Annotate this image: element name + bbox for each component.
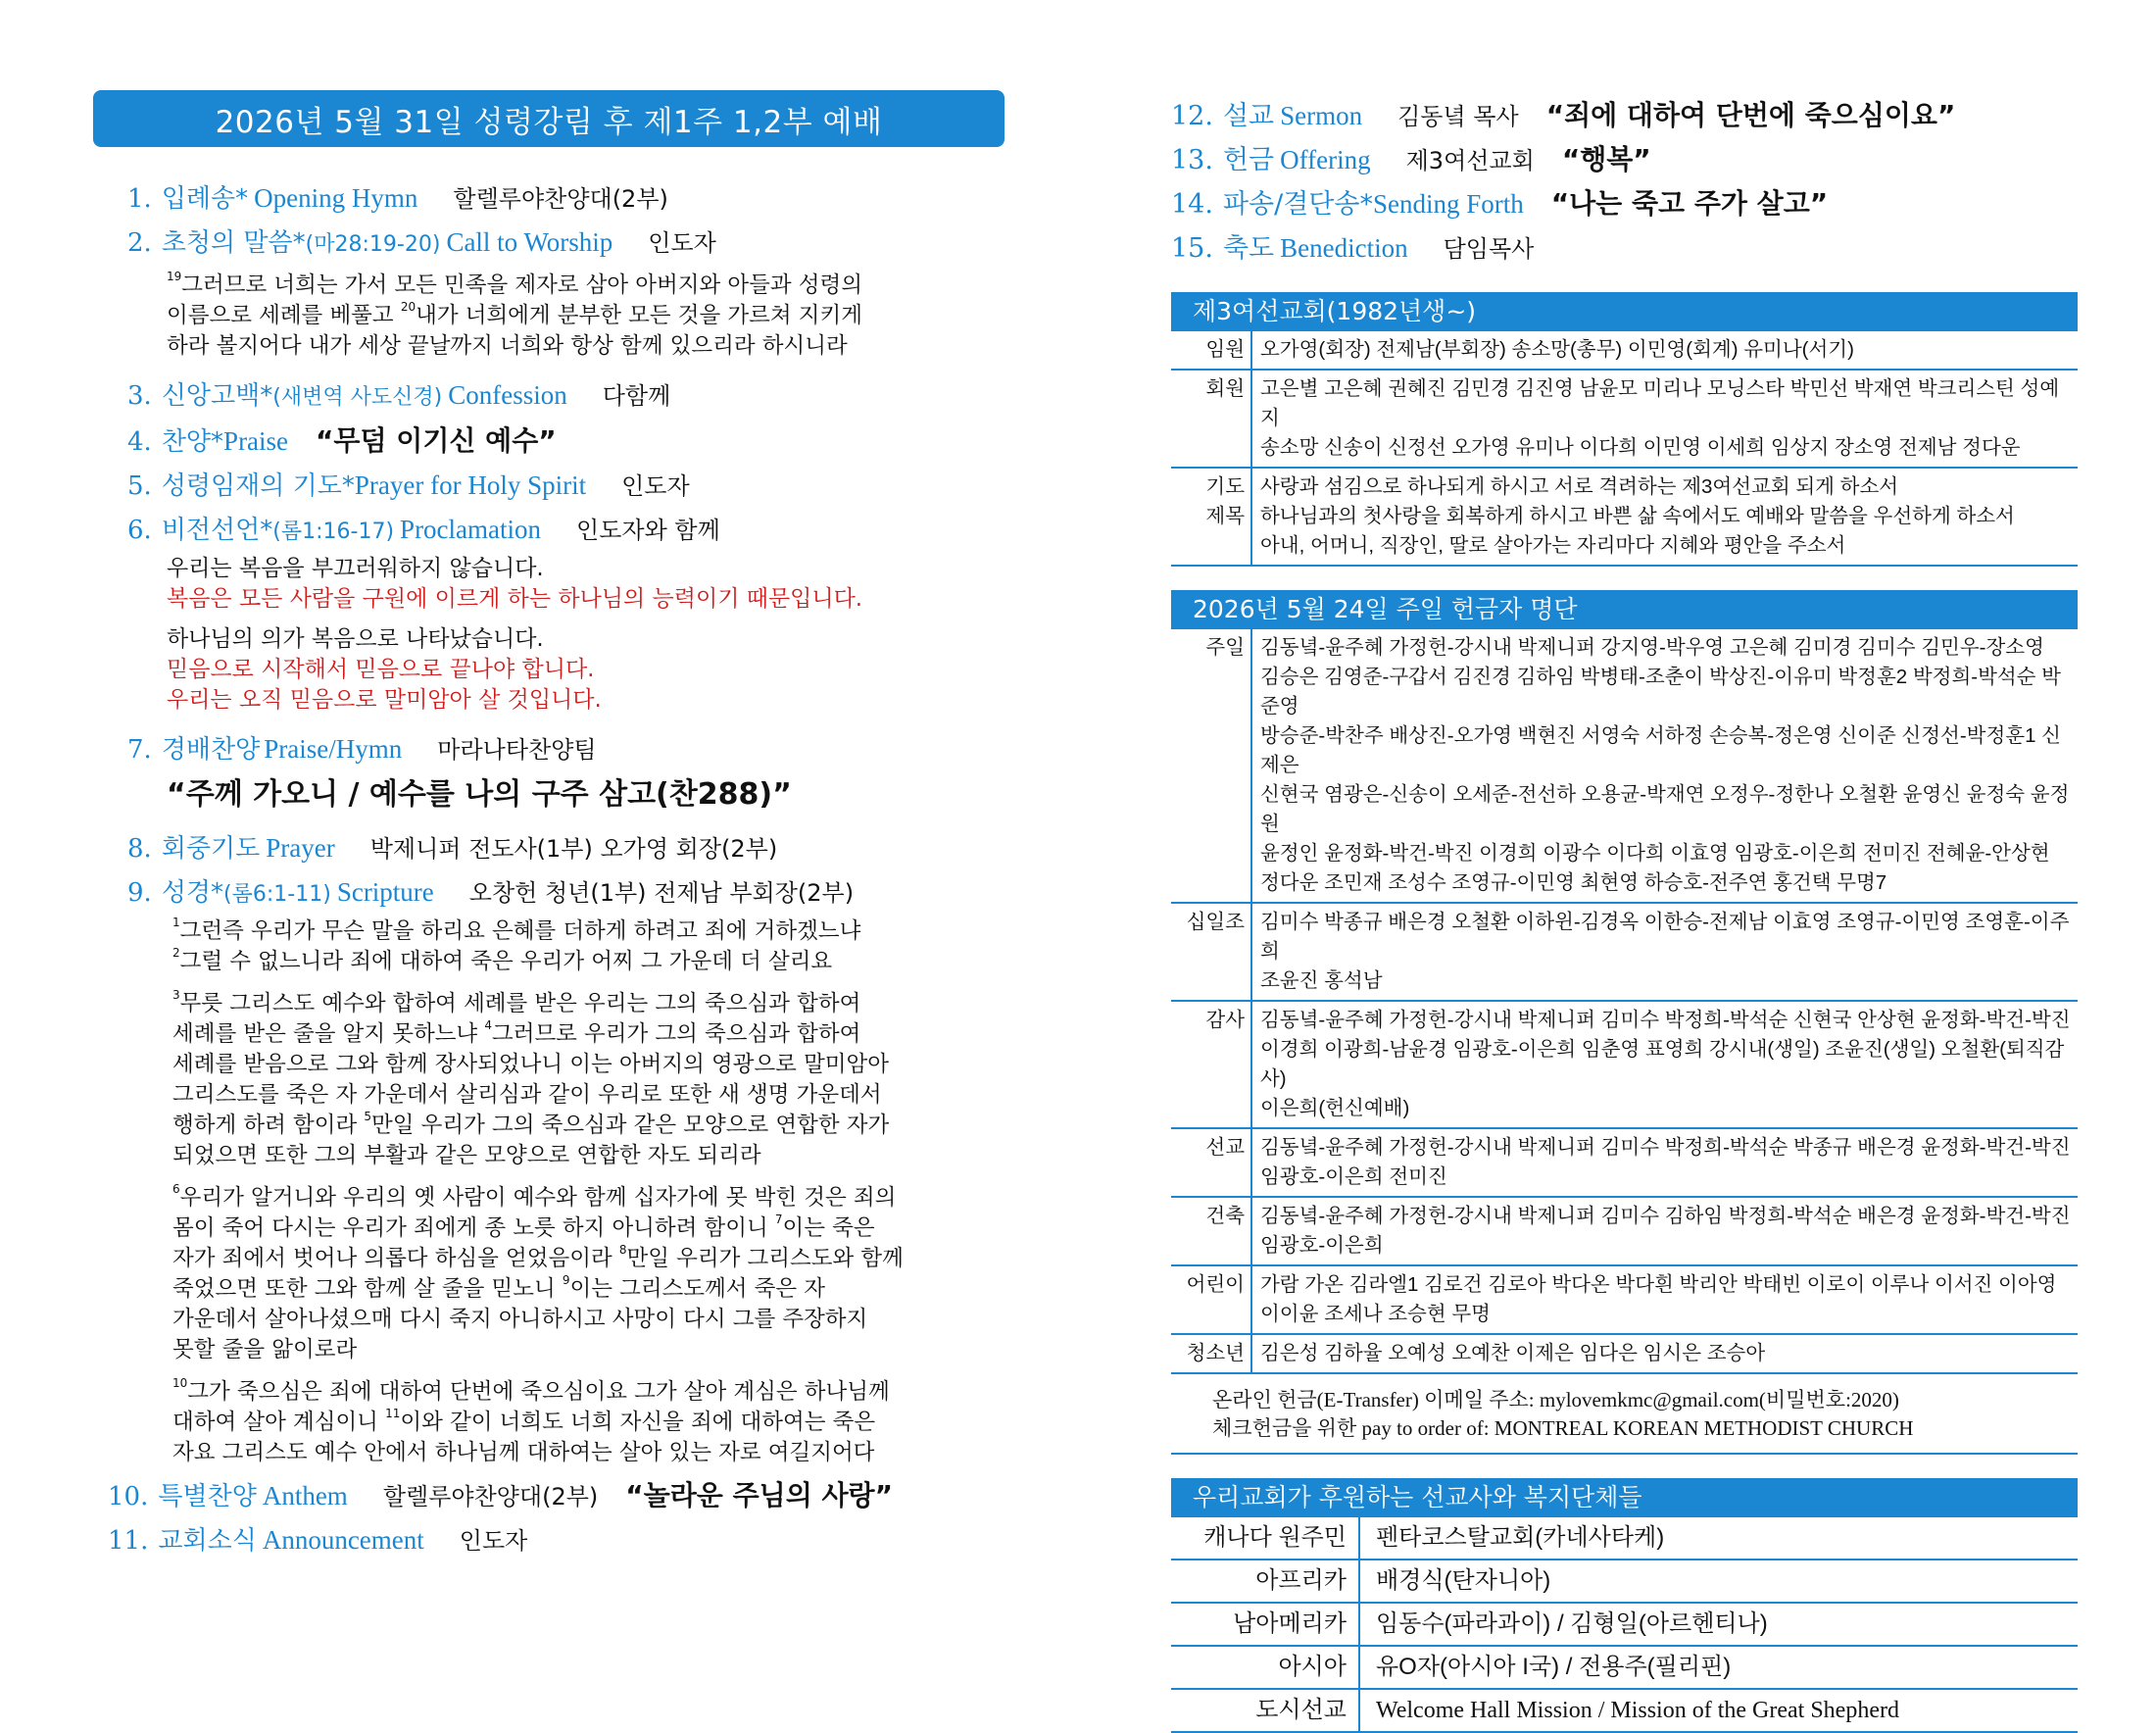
row-value: 김동녘-윤주혜 가정헌-강시내 박제니퍼 김미수 박정희-박석순 신현국 안상현 윤정화-박건-박진 이경희 이광희-남윤경 임광호-이은희 임춘영 표영희 강시내(생일) 조윤진(생일) 오철환(퇴직감사) 이은희(헌신예배) [1251,1001,2078,1128]
scripture-line: $^3$무릇 그리스도 예수와 합하여 세례를 받은 우리는 그의 죽으심과 합하여 [172,988,861,1016]
vision-line: 우리는 오직 믿음으로 말미암아 살 것입니다. [167,687,602,713]
item-leader: 인도자와 함께 [576,517,720,544]
item-korean: 찬양* [161,427,224,457]
order-item-9 [127,870,1004,916]
item-number: 13. [1171,145,1213,175]
item-number: 11. [108,1526,149,1556]
hymn-title: “주께 가오니 / 예수를 나의 구주 삼고(찬288)” [167,777,792,812]
item-leader: 다함께 [602,382,671,410]
order-item-5 [127,464,1004,508]
order-item-3 [127,373,1004,420]
missions-table [1171,1517,2078,1733]
item-title: “죄에 대하여 단번에 죽으심이요” [1545,99,1956,131]
item-number: 5. [127,471,152,501]
item-title: “행복” [1561,143,1651,175]
table-row [1171,629,2078,903]
scripture-line: 몸이 죽어 다시는 우리가 죄에게 종 노릇 하지 아니하려 함이니 $^7$이는 죽은 [172,1213,875,1241]
item-leader: 제3여선교회 [1405,147,1535,174]
item-english: Scripture [336,877,434,907]
item-english: Praise [223,426,289,456]
item-number: 7. [127,735,152,765]
item-english: Opening Hymn [254,183,418,213]
table-row [1171,1689,2078,1732]
item-leader: 김동녘 목사 [1397,103,1519,130]
item-english: Praise/Hymn [264,734,403,764]
row-value: 김동녘-윤주혜 가정헌-강시내 박제니퍼 강지영-박우영 고은혜 김미경 김미수 김민우-장소영 김승은 김영준-구갑서 김진경 김하임 박병태-조춘이 박상진-이유미 박정훈2 박정희-박석순 박준영 방승준-박찬주 배상진-오가영 백현진 서영숙 서하정 손승복-정은영 신이준 신정선-박정훈1 신제은 신현국 염광은-신송이 오세준-전선하 오용균-박재연 오정우-정한나 오철환 윤영신 윤정숙 윤정원 윤정인 윤정화-박건-박진 이경희 이광수 이다희 이효영 임광호-이은희 전미진 전혜윤-안상현 정다운 조민재 조성수 조영규-이민영 최현영 하승호-전주연 홍건택 무명7 [1251,629,2078,903]
item-english: Benediction [1280,233,1408,263]
table-row [1171,1603,2078,1646]
row-label: 아프리카 [1171,1560,1359,1603]
item-korean: 파송/결단송* [1222,189,1373,220]
scripture-line: 가운데서 살아나셨으매 다시 죽지 아니하시고 사망이 다시 그를 주장하지 [172,1307,868,1332]
order-item-8 [127,826,1004,870]
order-of-worship [93,176,1004,1562]
vision-line: 믿음으로 시작해서 믿음으로 끝나야 합니다. [167,657,595,682]
item-korean: 입례송* [161,184,249,214]
item-leader: 인도자 [648,229,716,257]
item-title: “무덤 이기신 예수” [316,424,557,457]
item-english: Confession [448,380,567,410]
online-offering-email: 온라인 헌금(E-Transfer) 이메일 주소: mylovemkmc@gmail.com(비밀번호:2020) [1212,1388,1899,1411]
item-korean: 비전선언* [161,516,273,545]
item-korean: 성경* [161,878,224,908]
left-column [93,90,1004,1562]
row-value: Welcome Hall Mission / Mission of the Great Shepherd [1359,1689,2078,1732]
missions-header: 우리교회가 후원하는 선교사와 복지단체들 [1171,1478,2078,1517]
table-row [1171,903,2078,1001]
scripture-line: 행하게 하려 함이라 $^5$만일 우리가 그의 죽으심과 같은 모양으로 연합한 자가 [172,1110,890,1138]
item-leader: 오창헌 청년(1부) 전제남 부회장(2부) [468,879,855,907]
table-row [1171,1560,2078,1603]
scripture-line: $^2$그럴 수 없느니라 죄에 대하여 죽은 우리가 어찌 그 가운데 더 살리요 [172,946,833,974]
row-label: 감사 [1171,1001,1251,1128]
row-label: 캐나다 원주민 [1171,1517,1359,1560]
order-item-4 [127,420,1004,464]
item-korean: 성령임재의 기도* [161,471,355,501]
order-item-11 [108,1518,1004,1562]
row-value: 고은별 고은혜 권혜진 김민경 김진영 남윤모 미리나 모닝스타 박민선 박재연 박크리스틴 성예지 송소망 신송이 신정선 오가영 유미나 이다희 이민영 이세희 임상지 장소영 전제남 정다운 [1251,370,2078,468]
scripture-line: 자가 죄에서 벗어나 의롭다 하심을 얻었음이라 $^8$만일 우리가 그리스도와 함께 [172,1243,904,1271]
table-row [1171,1197,2078,1265]
item-number: 14. [1171,189,1213,220]
item-number: 2. [127,228,152,258]
call-line-1: $^{19}$그러므로 너희는 가서 모든 민족을 제자로 삼아 아버지와 아들과 성령의 [167,270,862,298]
item-title: “나는 죽고 주가 살고” [1550,187,1829,220]
order-item-14 [1171,182,2078,226]
order-item-10 [108,1474,1004,1518]
row-value: 펜타코스탈교회(카네사타케) [1359,1517,2078,1560]
vision-line: 우리는 복음을 부끄러워하지 않습니다. [167,556,544,581]
item-number: 6. [127,516,152,545]
call-to-worship-text [127,271,1004,362]
table-row [1171,1646,2078,1689]
item-leader: 할렐루야찬양대(2부) [382,1483,599,1510]
scripture-line: 세례를 받음으로 그와 함께 장사되었나니 이는 아버지의 영광으로 말미암아 [172,1052,890,1077]
donors-section [1171,590,2078,1455]
item-english: Offering [1280,145,1371,174]
row-label: 회원 [1171,370,1251,468]
item-leader: 담임목사 [1443,235,1535,263]
item-leader: 인도자 [459,1527,528,1555]
table-row [1171,1001,2078,1128]
check-offering-payee: 체크헌금을 위한 pay to order of: MONTREAL KOREAN METHODIST CHURCH [1212,1416,1914,1440]
row-label: 건축 [1171,1197,1251,1265]
order-item-6 [127,508,1004,554]
table-row [1171,1265,2078,1334]
order-item-1 [127,176,1004,221]
item-number: 10. [108,1482,149,1511]
scripture-line: 되었으면 또한 그의 부활과 같은 모양으로 연합한 자도 되리라 [172,1143,761,1168]
row-label: 십일조 [1171,903,1251,1001]
item-number: 8. [127,834,152,864]
row-label: 임원 [1171,331,1251,370]
item-reference: (롬1:16-17) [272,520,395,544]
womens-society-section [1171,292,2078,567]
vision-statement [127,554,1004,716]
row-value: 김은성 김하율 오예성 오예찬 이제은 임다은 임시은 조승아 [1251,1334,2078,1373]
row-value: 사랑과 섬김으로 하나되게 하시고 서로 격려하는 제3여선교회 되게 하소서 하나님과의 첫사랑을 회복하게 하시고 바쁜 삶 속에서도 예배와 말씀을 우선하게 하소서 아내, 어머니, 직장인, 딸로 살아가는 자리마다 지혜와 평안을 주소서 [1251,468,2078,566]
scripture-line: $^1$그런즉 우리가 무슨 말을 하리요 은혜를 더하게 하려고 죄에 거하겠느냐 [172,916,861,944]
item-number: 4. [127,427,152,457]
missions-section [1171,1478,2078,1733]
table-row [1171,468,2078,566]
table-row [1171,1334,2078,1373]
row-value: 임동수(파라과이) / 김형일(아르헨티나) [1359,1603,2078,1646]
row-label: 도시선교 [1171,1689,1359,1732]
item-number: 9. [127,878,152,908]
scripture-text [127,916,1004,1468]
scripture-line: 그리스도를 죽은 자 가운데서 살리심과 같이 우리로 또한 새 생명 가운데서 [172,1082,882,1108]
row-label: 선교 [1171,1128,1251,1197]
order-item-2 [127,221,1004,267]
row-label: 청소년 [1171,1334,1251,1373]
right-column [1171,94,2078,1733]
item-reference: (마28:19-20) [305,232,441,257]
item-english: Proclamation [400,515,542,544]
item-korean: 헌금 [1222,145,1275,175]
order-item-13 [1171,138,2078,182]
online-offering-info [1171,1374,2078,1455]
row-label: 기도 제목 [1171,468,1251,566]
item-korean: 축도 [1222,233,1275,264]
item-number: 3. [127,381,152,411]
item-korean: 교회소식 [158,1526,257,1556]
item-leader: 박제니퍼 전도사(1부) 오가영 회장(2부) [369,835,778,863]
item-leader: 할렐루야찬양대(2부) [453,185,668,213]
scripture-line: 대하여 살아 계심이니 $^{11}$이와 같이 너희도 너희 자신을 죄에 대하여는 죽은 [172,1407,876,1435]
vision-line: 복음은 모든 사람을 구원에 이르게 하는 하나님의 능력이기 때문입니다. [167,586,863,612]
item-english: Prayer [266,833,335,863]
item-korean: 경배찬양 [161,735,261,765]
table-row [1171,1517,2078,1560]
vision-line: 하나님의 의가 복음으로 나타났습니다. [167,626,544,652]
item-number: 15. [1171,233,1213,264]
scripture-line: 세례를 받은 줄을 알지 못하느냐 $^4$그러므로 우리가 그의 죽으심과 합하여 [172,1018,861,1047]
item-english: Sermon [1280,101,1363,130]
item-number: 12. [1171,101,1213,131]
call-line-2: 이름으로 세례를 베풀고 $^{20}$내가 너희에게 분부한 모든 것을 가르쳐 지키게 [167,300,862,328]
row-value: 유O자(아시아 I국) / 전용주(필리핀) [1359,1646,2078,1689]
item-english: Prayer for Holy Spirit [354,470,587,500]
item-english: Anthem [262,1481,348,1510]
row-value: 배경식(탄자니아) [1359,1560,2078,1603]
item-english: Sending Forth [1372,189,1524,219]
item-korean: 특별찬양 [158,1482,257,1511]
item-english: Announcement [262,1525,424,1555]
service-banner: 2026년 5월 31일 성령강림 후 제1주 1,2부 예배 [93,90,1004,147]
item-reference: (새변역 사도신경) [272,385,443,410]
donors-table [1171,629,2078,1374]
scripture-line: 자요 그리스도 예수 안에서 하나님께 대하여는 살아 있는 자로 여길지어다 [172,1440,875,1465]
call-line-3: 하라 볼지어다 내가 세상 끝날까지 너희와 항상 함께 있으리라 하시니라 [167,333,848,359]
item-title: “놀라운 주님의 사랑” [625,1479,893,1511]
item-korean: 설교 [1222,101,1275,131]
table-row [1171,370,2078,468]
order-item-15 [1171,226,2078,271]
item-leader: 인도자 [621,472,690,500]
row-label: 어린이 [1171,1265,1251,1334]
scripture-line: $^{10}$그가 죽으심은 죄에 대하여 단번에 죽으심이요 그가 살아 계심은 하나님께 [172,1376,890,1405]
item-number: 1. [127,184,152,214]
donors-header: 2026년 5월 24일 주일 헌금자 명단 [1171,590,2078,629]
row-value: 김동녘-윤주혜 가정헌-강시내 박제니퍼 김미수 김하임 박정희-박석순 배은경 윤정화-박건-박진 임광호-이은희 [1251,1197,2078,1265]
scripture-line: $^6$우리가 알거니와 우리의 옛 사람이 예수와 함께 십자가에 못 박힌 것은 죄의 [172,1182,897,1211]
item-english: Call to Worship [446,227,613,257]
row-label: 아시아 [1171,1646,1359,1689]
item-leader: 마라나타찬양팀 [437,736,597,764]
row-value: 오가영(회장) 전제남(부회장) 송소망(총무) 이민영(회계) 유미나(서기) [1251,331,2078,370]
table-row [1171,331,2078,370]
item-reference: (롬6:1-11) [223,882,331,907]
table-row [1171,1128,2078,1197]
item-korean: 신앙고백* [161,381,273,411]
scripture-line: 못할 줄을 앎이로라 [172,1337,358,1362]
item-korean: 회중기도 [161,834,261,864]
item-korean: 초청의 말씀* [161,228,306,258]
row-label: 주일 [1171,629,1251,903]
row-label: 남아메리카 [1171,1603,1359,1646]
scripture-line: 죽었으면 또한 그와 함께 살 줄을 믿노니 $^9$이는 그리스도께서 죽은 자 [172,1273,826,1302]
womens-society-header: 제3여선교회(1982년생~) [1171,292,2078,331]
order-item-7 [127,727,1004,771]
order-item-12 [1171,94,2078,138]
womens-society-table [1171,331,2078,567]
row-value: 김동녘-윤주혜 가정헌-강시내 박제니퍼 김미수 박정희-박석순 박종규 배은경 윤정화-박건-박진 임광호-이은희 전미진 [1251,1128,2078,1197]
row-value: 김미수 박종규 배은경 오철환 이하윈-김경옥 이한승-전제남 이효영 조영규-이민영 조영훈-이주희 조윤진 홍석남 [1251,903,2078,1001]
row-value: 가람 가온 김라엘1 김로건 김로아 박다온 박다흰 박리안 박태빈 이로이 이루나 이서진 이아영 이이윤 조세나 조승현 무명 [1251,1265,2078,1334]
